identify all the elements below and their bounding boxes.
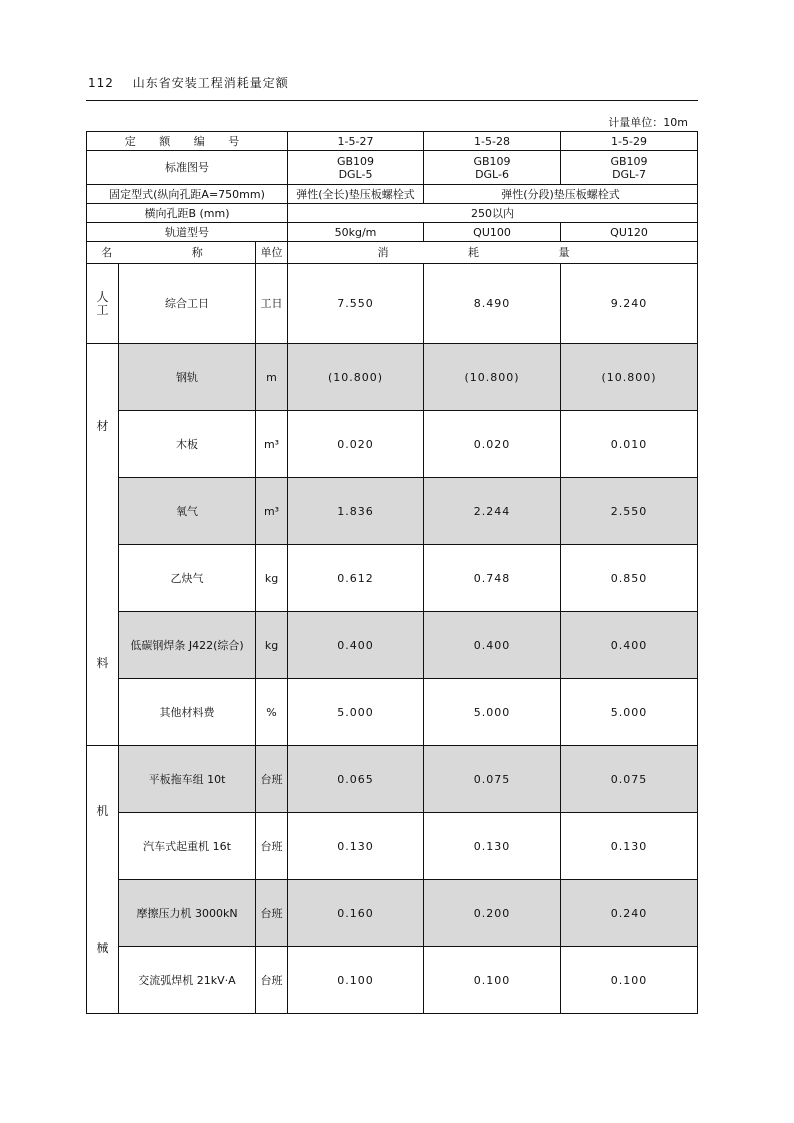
quota-code: 1-5-27: [288, 132, 424, 151]
item-unit: %: [256, 679, 288, 746]
item-value: 0.200: [424, 880, 561, 947]
rail-type: QU100: [424, 223, 561, 242]
item-unit: m³: [256, 478, 288, 545]
consumption-column-header: 消 耗 量: [288, 242, 698, 264]
category-char: 人: [96, 289, 109, 304]
item-value: 5.000: [561, 679, 698, 746]
item-value: 2.550: [561, 478, 698, 545]
item-value: 9.240: [561, 264, 698, 344]
table-row: [87, 411, 698, 478]
std-drawing-sub: DGL-5: [338, 167, 373, 181]
quota-code: 1-5-29: [561, 132, 698, 151]
item-name: 乙炔气: [119, 545, 256, 612]
std-drawing-sub: DGL-6: [475, 167, 509, 181]
item-value: 5.000: [424, 679, 561, 746]
item-value: 0.850: [561, 545, 698, 612]
item-name: 低碳钢焊条 J422(综合): [119, 612, 256, 679]
std-drawing-code: GB109: [336, 154, 375, 168]
std-drawing: [288, 151, 424, 185]
table-row: [87, 880, 698, 947]
item-value: 0.130: [288, 813, 424, 880]
item-value: 0.400: [288, 612, 424, 679]
item-value: 0.400: [424, 612, 561, 679]
item-name: 汽车式起重机 16t: [119, 813, 256, 880]
item-name: 平板拖车组 10t: [119, 746, 256, 813]
std-drawing-code: GB109: [473, 154, 511, 168]
category-labor: [87, 264, 119, 344]
category-char: 机: [96, 803, 109, 818]
item-value: 5.000: [288, 679, 424, 746]
item-value: 0.065: [288, 746, 424, 813]
quota-code-row: [87, 132, 698, 151]
table-row: [87, 545, 698, 612]
item-name: 综合工日: [119, 264, 256, 344]
category-machine: [87, 746, 119, 1014]
item-value: 0.100: [288, 947, 424, 1014]
table-row: [87, 813, 698, 880]
category-char: 材: [96, 418, 109, 433]
table-row: [87, 679, 698, 746]
item-unit: m: [256, 344, 288, 411]
item-value: 0.400: [561, 612, 698, 679]
item-unit: 台班: [256, 947, 288, 1014]
item-unit: 台班: [256, 880, 288, 947]
book-title: 山东省安装工程消耗量定额: [132, 76, 289, 90]
page-number: 112: [88, 76, 114, 90]
item-value: 8.490: [424, 264, 561, 344]
header-rule: [86, 100, 698, 101]
item-name: 木板: [119, 411, 256, 478]
unit-label: 计量单位：10m: [608, 116, 688, 129]
item-name: 交流弧焊机 21kV·A: [119, 947, 256, 1014]
rail-type: 50kg/m: [288, 223, 424, 242]
item-unit: 台班: [256, 813, 288, 880]
quota-code: 1-5-28: [424, 132, 561, 151]
std-drawing: [561, 151, 698, 185]
item-unit: m³: [256, 411, 288, 478]
quota-table: [86, 131, 698, 1014]
item-value: 2.244: [424, 478, 561, 545]
category-char: 工: [96, 302, 109, 317]
item-unit: 台班: [256, 746, 288, 813]
spacing-value: 250以内: [288, 204, 698, 223]
quota-code-label: 定 额 编 号: [87, 132, 288, 151]
rail-row: [87, 223, 698, 242]
fix-type-label: 固定型式(纵向孔距A=750mm): [87, 185, 288, 204]
std-drawing: [424, 151, 561, 185]
spacing-label: 横向孔距B (mm): [87, 204, 288, 223]
item-value: 0.160: [288, 880, 424, 947]
item-name: 其他材料费: [119, 679, 256, 746]
fix-type-row: [87, 185, 698, 204]
table-row: [87, 612, 698, 679]
std-drawing-row: [87, 151, 698, 185]
rail-label: 轨道型号: [87, 223, 288, 242]
item-value: 0.010: [561, 411, 698, 478]
name-column-header: 名 称: [87, 242, 256, 264]
page-header: [88, 74, 698, 91]
spacing-row: [87, 204, 698, 223]
fix-type-value: 弹性(分段)垫压板螺栓式: [424, 185, 698, 204]
item-value: 0.020: [288, 411, 424, 478]
rail-type: QU120: [561, 223, 698, 242]
fix-type-value: 弹性(全长)垫压板螺栓式: [288, 185, 424, 204]
item-value: 0.075: [561, 746, 698, 813]
table-row: [87, 344, 698, 411]
column-header-row: [87, 242, 698, 264]
std-drawing-sub: DGL-7: [612, 167, 646, 181]
item-value: 0.612: [288, 545, 424, 612]
item-value: 1.836: [288, 478, 424, 545]
item-value: 0.130: [424, 813, 561, 880]
item-name: 摩擦压力机 3000kN: [119, 880, 256, 947]
table-row: [87, 264, 698, 344]
item-value: 0.130: [561, 813, 698, 880]
std-drawing-label: 标准图号: [87, 151, 288, 185]
category-char: 料: [96, 655, 109, 670]
item-name: 氧气: [119, 478, 256, 545]
item-unit: kg: [256, 545, 288, 612]
std-drawing-code: GB109: [610, 154, 648, 168]
item-value: 0.020: [424, 411, 561, 478]
unit-column-header: 单位: [256, 242, 288, 264]
item-value: 0.100: [561, 947, 698, 1014]
category-material: [87, 344, 119, 746]
table-row: [87, 947, 698, 1014]
item-unit: kg: [256, 612, 288, 679]
item-value: 0.240: [561, 880, 698, 947]
category-char: 械: [96, 940, 109, 955]
table-row: [87, 478, 698, 545]
item-value: (10.800): [561, 344, 698, 411]
item-value: (10.800): [424, 344, 561, 411]
item-value: (10.800): [288, 344, 424, 411]
item-name: 钢轨: [119, 344, 256, 411]
item-value: 0.100: [424, 947, 561, 1014]
item-value: 0.748: [424, 545, 561, 612]
item-value: 0.075: [424, 746, 561, 813]
item-unit: 工日: [256, 264, 288, 344]
table-row: [87, 746, 698, 813]
item-value: 7.550: [288, 264, 424, 344]
